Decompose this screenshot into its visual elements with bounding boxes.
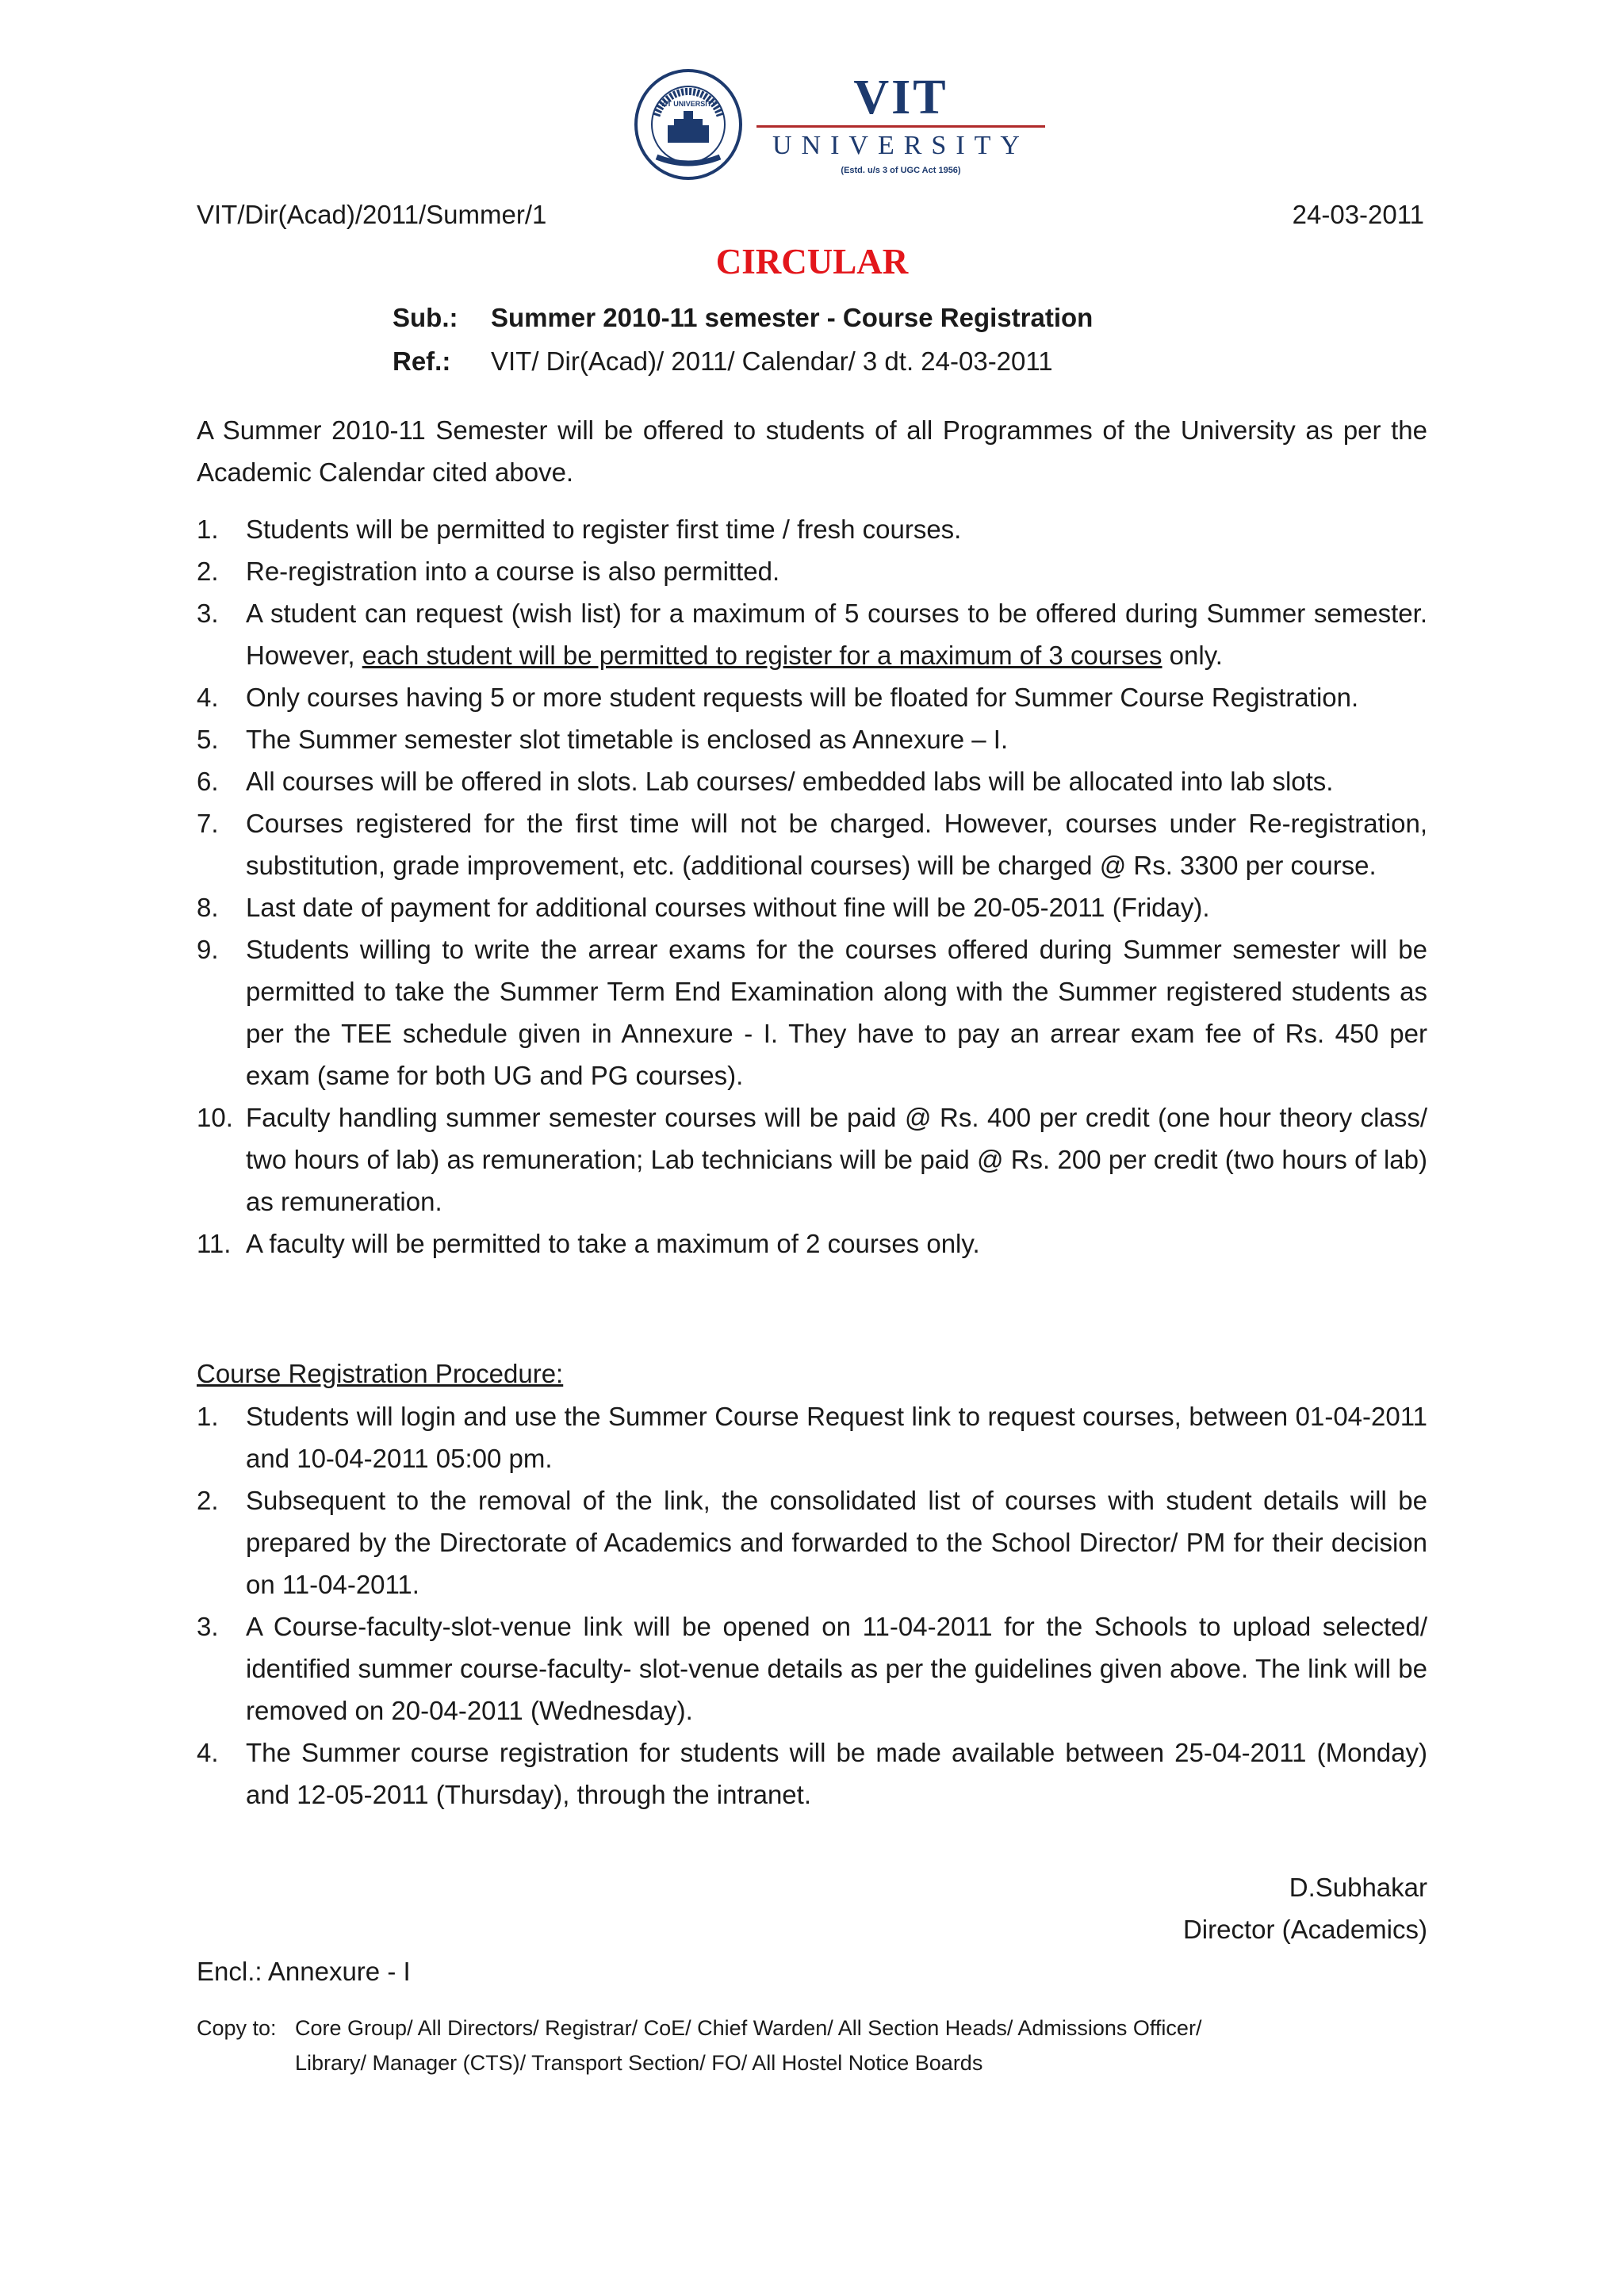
reference-number: VIT/Dir(Acad)/2011/Summer/1 (197, 200, 547, 229)
item-text: Courses registered for the first time will not be charged. However, courses under Re-registration, substitution, grade improvement, etc. (additional courses) will be charged @ Rs. 3300 per course. (246, 809, 1427, 880)
list-item (197, 1395, 1427, 1479)
item-number: 2. (197, 557, 219, 586)
brand-divider (756, 125, 1045, 128)
item-text: Students willing to write the arrear exams for the courses offered during Summer semester will be permitted to take the Summer Term End Examination along with the Summer registered students as per the TEE schedule given in Annexure - I. They have to pay an arrear exam fee of Rs. 450 per exam (same for both UG and PG courses). (246, 935, 1427, 1090)
item-text: Last date of payment for additional courses without fine will be 20-05-2011 (Friday). (246, 893, 1210, 922)
brand-subtitle: UNIVERSITY (772, 131, 1029, 160)
list-item (197, 508, 1427, 550)
list-item (197, 1732, 1427, 1816)
procedure-heading: Course Registration Procedure: (197, 1359, 564, 1388)
circular-date: 24-03-2011 (1292, 200, 1424, 229)
signatory-designation: Director (Academics) (1182, 1915, 1427, 1944)
list-item (197, 760, 1427, 802)
list-item (197, 718, 1427, 760)
item-number: 3. (197, 599, 219, 628)
reference-text: VIT/ Dir(Acad)/ 2011/ Calendar/ 3 dt. 24-03-2011 (491, 346, 1053, 376)
item-text: A student can request (wish list) for a maximum of 5 courses to be offered during Summer semester. However, (246, 599, 1427, 670)
copy-to-block (197, 2011, 1201, 2080)
subject-reference-block (393, 297, 1093, 384)
subject-row (393, 297, 1093, 340)
brand-wordmark (756, 68, 1045, 186)
item-number: 1. (197, 1402, 219, 1431)
item-number: 4. (197, 683, 219, 712)
list-item (197, 1223, 1427, 1265)
item-number: 2. (197, 1486, 219, 1515)
list-item (197, 928, 1427, 1096)
item-number: 5. (197, 725, 219, 754)
signature-block (1183, 1866, 1427, 1950)
brand-established: (Estd. u/s 3 of UGC Act 1956) (841, 166, 961, 175)
rules-list (197, 508, 1427, 1265)
item-text-end: only. (1162, 641, 1223, 670)
item-text: All courses will be offered in slots. Lab courses/ embedded labs will be allocated into lab slots. (246, 767, 1334, 796)
procedure-list (197, 1395, 1427, 1816)
list-item (197, 676, 1427, 718)
list-item (197, 550, 1427, 592)
item-text: Re-registration into a course is also permitted. (246, 557, 780, 586)
list-item (197, 802, 1427, 886)
item-text: The Summer course registration for students will be made available between 25-04-2011 (Monday) and 12-05-2011 (Thursday), through the intranet. (246, 1738, 1427, 1809)
subject-text: Summer 2010-11 semester - Course Registration (491, 303, 1094, 332)
item-number: 8. (197, 893, 219, 922)
university-logo (633, 68, 1045, 186)
list-item (197, 886, 1427, 928)
item-number: 6. (197, 767, 219, 796)
copy-to-recipients (295, 2011, 1201, 2080)
signatory-name: D.Subhakar (1289, 1873, 1427, 1902)
item-text: The Summer semester slot timetable is enclosed as Annexure – I. (246, 725, 1009, 754)
item-number: 1. (197, 515, 219, 544)
item-number: 9. (197, 935, 219, 964)
copy-to-line: Core Group/ All Directors/ Registrar/ CoE/ Chief Warden/ All Section Heads/ Admissions Officer/ (295, 2016, 1202, 2040)
item-text-underlined: each student will be permitted to register for a maximum of 3 courses (362, 641, 1162, 670)
list-item (197, 1479, 1427, 1605)
item-text: A faculty will be permitted to take a maximum of 2 courses only. (246, 1229, 980, 1258)
circular-title: CIRCULAR (715, 242, 909, 281)
copy-to-label: Copy to: (197, 2016, 277, 2040)
item-number: 10. (197, 1103, 233, 1132)
item-text: Subsequent to the removal of the link, the consolidated list of courses with student details will be prepared by the Directorate of Academics and forwarded to the School Director/ PM for their decision on 11-04-2011. (246, 1486, 1427, 1599)
item-text: Faculty handling summer semester courses will be paid @ Rs. 400 per credit (one hour theory class/ two hours of lab) as remuneration; Lab technicians will be paid @ Rs. 200 per credit (two hours of lab) as remuneration. (246, 1103, 1427, 1216)
university-seal-icon (633, 68, 744, 181)
item-text: A Course-faculty-slot-venue link will be opened on 11-04-2011 for the Schools to upload selected/ identified summer course-faculty- slot-venue details as per the guidelines given above. The link will be removed on 20-04-2011 (Wednesday). (246, 1612, 1427, 1725)
item-number: 11. (197, 1229, 232, 1258)
brand-name: VIT (853, 71, 948, 124)
list-item (197, 592, 1427, 676)
item-text: Students will be permitted to register first time / fresh courses. (246, 515, 962, 544)
item-number: 4. (197, 1738, 219, 1767)
subject-label: Sub.: (393, 303, 458, 332)
item-number: 7. (197, 809, 219, 838)
item-text: Students will login and use the Summer Course Request link to request courses, between 01-04-2011 and 10-04-2011 05:00 pm. (246, 1402, 1427, 1473)
reference-row (393, 340, 1093, 384)
item-text: Only courses having 5 or more student requests will be floated for Summer Course Registration. (246, 683, 1359, 712)
seal-inner-text: VIT UNIVERSITY (660, 100, 717, 108)
intro-paragraph: A Summer 2010-11 Semester will be offered to students of all Programmes of the University as per the Academic Calendar cited above. (197, 415, 1427, 487)
list-item (197, 1605, 1427, 1732)
reference-label: Ref.: (393, 346, 451, 376)
copy-to-line: Library/ Manager (CTS)/ Transport Section/ FO/ All Hostel Notice Boards (295, 2051, 983, 2075)
enclosure-note: Encl.: Annexure - I (197, 1957, 411, 1986)
item-number: 3. (197, 1612, 219, 1641)
list-item (197, 1096, 1427, 1223)
